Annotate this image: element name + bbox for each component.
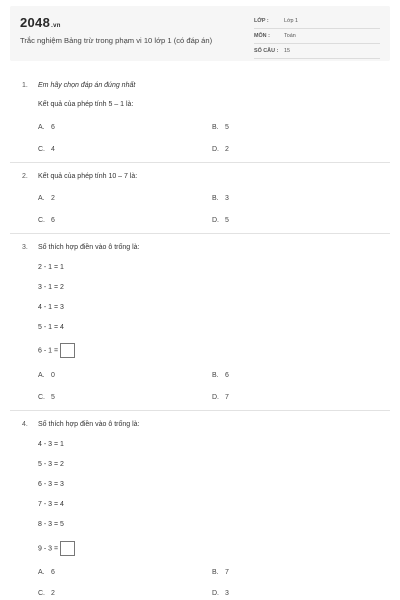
equation-line: 4 - 1 = 3 [38, 304, 64, 311]
equation-line: 7 - 3 = 4 [38, 501, 64, 508]
answer-blank-box[interactable] [60, 541, 75, 556]
option-a[interactable] [38, 195, 55, 202]
option-value: 4 [51, 146, 55, 153]
equation-line: 4 - 3 = 1 [38, 441, 64, 448]
logo-suffix: .vn [51, 23, 61, 29]
option-letter: D. [212, 394, 219, 401]
option-letter: A. [38, 124, 45, 131]
option-c[interactable] [38, 146, 55, 153]
option-letter: C. [38, 146, 45, 153]
question-number: 3. [22, 244, 28, 251]
option-letter: D. [212, 590, 219, 597]
meta-key: MÔN : [254, 33, 270, 39]
question-text: Kết quả của phép tính 5 – 1 là: [38, 101, 134, 108]
question-text: Số thích hợp điền vào ô trống là: [38, 421, 140, 428]
option-d[interactable] [212, 217, 229, 224]
site-logo[interactable] [20, 15, 61, 30]
divider [10, 233, 390, 234]
page-title: Trắc nghiệm Bảng trừ trong phạm vi 10 lớp 1 (có đáp án) [20, 36, 213, 45]
option-c[interactable] [38, 394, 55, 401]
option-b[interactable] [212, 195, 229, 202]
blank-equation [38, 343, 75, 358]
option-a[interactable] [38, 569, 55, 576]
option-value: 2 [51, 590, 55, 597]
option-value: 6 [51, 124, 55, 131]
question-number: 1. [22, 82, 28, 89]
meta-value: Lớp 1 [284, 18, 299, 24]
instruction-text: Em hãy chọn đáp án đúng nhất [38, 82, 136, 89]
answer-blank-box[interactable] [60, 343, 75, 358]
option-value: 6 [225, 372, 229, 379]
option-b[interactable] [212, 372, 229, 379]
option-letter: C. [38, 217, 45, 224]
equation-line: 3 - 1 = 2 [38, 284, 64, 291]
option-d[interactable] [212, 590, 229, 597]
meta-panel [254, 16, 380, 61]
option-value: 0 [51, 372, 55, 379]
option-b[interactable] [212, 124, 229, 131]
option-value: 2 [51, 195, 55, 202]
option-value: 5 [225, 124, 229, 131]
question-text: Kết quả của phép tính 10 – 7 là: [38, 173, 138, 180]
equation-line: 2 - 1 = 1 [38, 264, 64, 271]
meta-value: Toán [284, 33, 296, 39]
option-value: 2 [225, 146, 229, 153]
question-number: 4. [22, 421, 28, 428]
option-value: 3 [225, 590, 229, 597]
equation-line: 6 - 3 = 3 [38, 481, 64, 488]
option-d[interactable] [212, 146, 229, 153]
option-c[interactable] [38, 217, 55, 224]
equation-line: 5 - 3 = 2 [38, 461, 64, 468]
option-letter: A. [38, 569, 45, 576]
logo-main: 2048 [20, 15, 51, 30]
equation-line: 8 - 3 = 5 [38, 521, 64, 528]
option-a[interactable] [38, 124, 55, 131]
option-letter: A. [38, 195, 45, 202]
option-d[interactable] [212, 394, 229, 401]
option-value: 6 [51, 569, 55, 576]
option-a[interactable] [38, 372, 55, 379]
option-c[interactable] [38, 590, 55, 597]
option-value: 5 [51, 394, 55, 401]
meta-row-count [254, 46, 380, 59]
meta-row-class [254, 16, 380, 29]
option-letter: C. [38, 394, 45, 401]
equation-text: 6 - 1 = [38, 347, 59, 355]
option-letter: B. [212, 569, 219, 576]
divider [10, 162, 390, 163]
meta-key: LỚP : [254, 18, 269, 24]
blank-equation [38, 541, 75, 556]
meta-value: 15 [284, 48, 290, 54]
worksheet-header [10, 6, 390, 61]
question-text: Số thích hợp điền vào ô trống là: [38, 244, 140, 251]
option-letter: D. [212, 146, 219, 153]
option-letter: B. [212, 372, 219, 379]
question-number: 2. [22, 173, 28, 180]
option-b[interactable] [212, 569, 229, 576]
divider [10, 410, 390, 411]
option-value: 7 [225, 569, 229, 576]
meta-row-subject [254, 31, 380, 44]
option-letter: D. [212, 217, 219, 224]
option-letter: A. [38, 372, 45, 379]
option-value: 3 [225, 195, 229, 202]
equation-line: 5 - 1 = 4 [38, 324, 64, 331]
option-value: 6 [51, 217, 55, 224]
equation-text: 9 - 3 = [38, 545, 59, 553]
meta-key: SỐ CÂU : [254, 48, 279, 54]
option-letter: B. [212, 195, 219, 202]
option-value: 5 [225, 217, 229, 224]
option-letter: C. [38, 590, 45, 597]
option-value: 7 [225, 394, 229, 401]
option-letter: B. [212, 124, 219, 131]
